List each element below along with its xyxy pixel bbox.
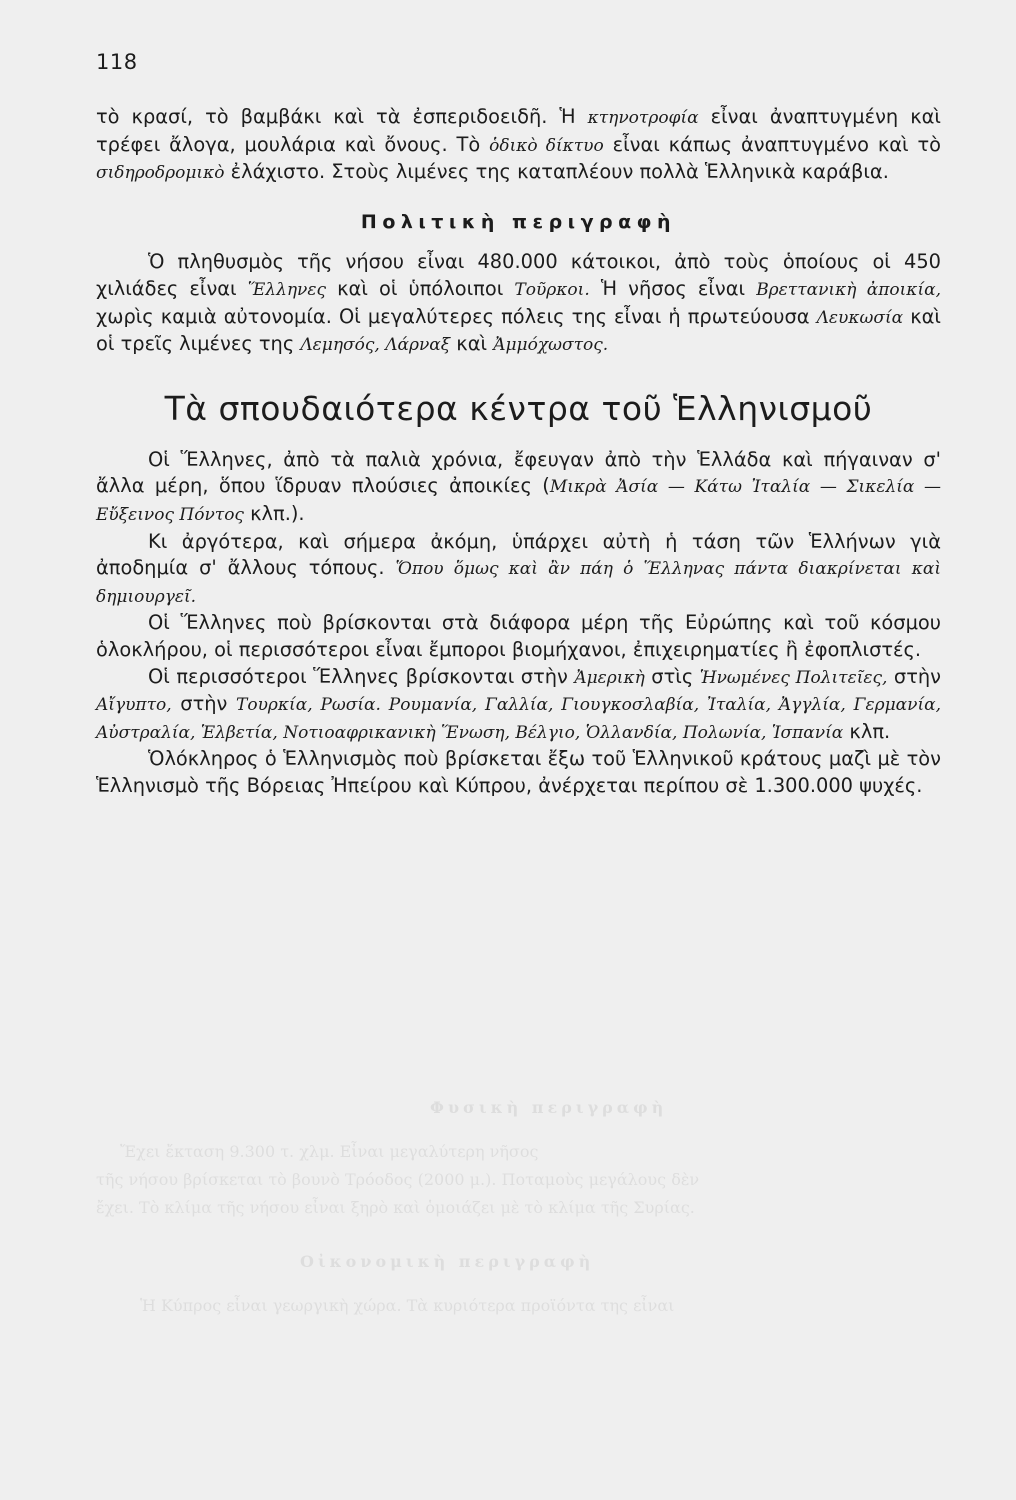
text-run: εἶναι ἀναπτυγμένη καὶ τρέφει ἄλογα, μουλάρια καὶ ὄνους. Τὸ <box>96 105 941 156</box>
text-run: Οἱ Ἕλληνες, ἀπὸ τὰ παλιὰ χρόνια, ἔφευγαν ἀπὸ τὴν Ἑλλάδα καὶ πήγαιναν σ' ἄλλα μέρη, ὅπου ἵδρυαν πλούσιες ἀποικίες ( <box>96 447 941 498</box>
italic-term: Τοῦρκοι. <box>514 279 590 300</box>
political-description-heading: Πολιτικὴ περιγραφὴ <box>360 210 677 233</box>
text-run: καὶ οἱ ὑπόλοιποι <box>326 276 515 300</box>
italic-term: Βρεττανικὴ ἀποικία, <box>756 279 942 300</box>
text-run: Οἱ περισσότεροι Ἕλληνες βρίσκονται στὴν <box>148 664 575 688</box>
text-run: χωρὶς καμιὰ αὐτονομία. Οἱ μεγαλύτερες πόλεις της εἶναι ἡ πρωτεύουσα <box>96 304 817 328</box>
emigration-paragraph <box>96 529 941 611</box>
hellenism-centers-heading: Τὰ σπουδαιότερα κέντρα τοῦ Ἑλληνισμοῦ <box>164 388 873 428</box>
text-run: τὸ κρασί, τὸ βαμβάκι καὶ τὰ ἐσπεριδοειδῆ. Ἡ <box>96 105 588 128</box>
italic-term: Μικρὰ Ἀσία — Κάτω Ἰταλία — Σικελία — Εὔξεινος Πόντος <box>96 477 941 525</box>
total-population-paragraph: Ὁλόκληρος ὁ Ἑλληνισμὸς ποὺ βρίσκεται ἔξω τοῦ Ἑλληνικοῦ κράτους μαζὶ μὲ τὸν Ἑλληνισμὸ τῆς Βόρειας Ἠπείρου καὶ Κύπρου, ἀνέρχεται περίπου σὲ 1.300.000 ψυχές. <box>96 747 941 797</box>
italic-term: Ἡνωμένες Πολιτεῖες, <box>699 667 888 688</box>
bleed-through-text: Φυσικὴ περιγραφὴ <box>430 1098 668 1117</box>
population-paragraph <box>96 249 941 358</box>
italic-term: κτηνοτροφία <box>587 108 699 128</box>
bleed-through-text: Ἔχει ἔκταση 9.300 τ. χλμ. Εἶναι μεγαλύτερη νῆσος <box>120 1142 539 1161</box>
colonies-paragraph <box>96 447 941 529</box>
bleed-through-text: τῆς νήσου βρίσκεται τὸ βουνὸ Τρόοδος (2000 μ.). Ποταμοὺς μεγάλους δὲν <box>96 1170 700 1189</box>
page-content <box>96 104 941 799</box>
page-number: 118 <box>96 50 138 74</box>
italic-term: Τουρκία, Ρωσία. Ρουμανία, Γαλλία, Γιουγκοσλαβία, Ἰταλία, Ἀγγλία, Γερμανία, Αὐστραλία, Ἑλβετία, Νοτιοαφρικανικὴ Ἕνωση, Βέλγιο, Ὁλλανδία, Πολωνία, Ἱσπανία <box>96 695 942 743</box>
text-run: Ἡ νῆσος εἶναι <box>589 276 757 300</box>
text-run: κλπ. <box>843 719 891 743</box>
bleed-through-text: Ἡ Κύπρος εἶναι γεωργικὴ χώρα. Τὰ κυριότερα προϊόντα της εἶναι <box>140 1296 675 1315</box>
text-run: Ὁ πληθυσμὸς τῆς νήσου εἶναι 480.000 κάτοικοι, ἀπὸ τοὺς ὁποίους οἱ 450 χιλιάδες εἶναι <box>96 250 941 300</box>
italic-term: Λεμησός, Λάρναξ <box>300 335 451 356</box>
occupations-paragraph: Οἱ Ἕλληνες ποὺ βρίσκονται στὰ διάφορα μέρη τῆς Εὐρώπης καὶ τοῦ κόσμου ὁλοκλήρου, οἱ περισσότεροι εἶναι ἔμποροι βιομήχανοι, ἐπιχειρηματίες ἢ ἐφοπλιστές. <box>96 611 941 661</box>
italic-term: Ἀμμόχωστος. <box>493 335 609 356</box>
text-run: Κι ἀργότερα, καὶ σήμερα ἀκόμη, ὑπάρχει αὐτὴ ἡ τάση τῶν Ἑλλήνων γιὰ ἀποδημία σ' ἄλλους τόπους. <box>96 529 941 580</box>
italic-term: σιδηροδρομικὸ <box>96 163 225 184</box>
bleed-through-text: ἔχει. Τὸ κλίμα τῆς νήσου εἶναι ξηρὸ καὶ ὁμοιάζει μὲ τὸ κλίμα τῆς Συρίας. <box>96 1198 695 1217</box>
agriculture-paragraph <box>96 104 941 187</box>
text-run: στὴν <box>887 664 942 688</box>
italic-term: Λευκωσία <box>816 307 904 328</box>
bleed-through-text: Οἰκονομικὴ περιγραφὴ <box>300 1252 595 1271</box>
text-run: στὴν <box>171 692 236 716</box>
text-run: ἐλάχιστο. Στοὺς λιμένες της καταπλέουν πολλὰ Ἑλληνικὰ καράβια. <box>224 160 889 184</box>
italic-term: Ἕλληνες <box>247 279 327 300</box>
italic-term: ὁδικὸ δίκτυο <box>489 135 604 156</box>
italic-term: Ὅπου ὅμως καὶ ἂν πάη ὁ Ἕλληνας πάντα διακρίνεται καὶ δημιουργεῖ. <box>96 559 941 607</box>
italic-term: Ἀμερικὴ <box>574 667 645 688</box>
text-run: στὶς <box>644 664 700 688</box>
text-run: καὶ <box>450 332 494 356</box>
text-run: καὶ οἱ τρεῖς λιμένες της <box>96 304 941 356</box>
text-run: εἶναι κάπως ἀναπτυγμένο καὶ τὸ <box>603 132 941 156</box>
italic-term: Αἴγυπτο, <box>96 695 172 716</box>
countries-paragraph <box>96 664 941 747</box>
text-run: κλπ.). <box>243 501 305 525</box>
